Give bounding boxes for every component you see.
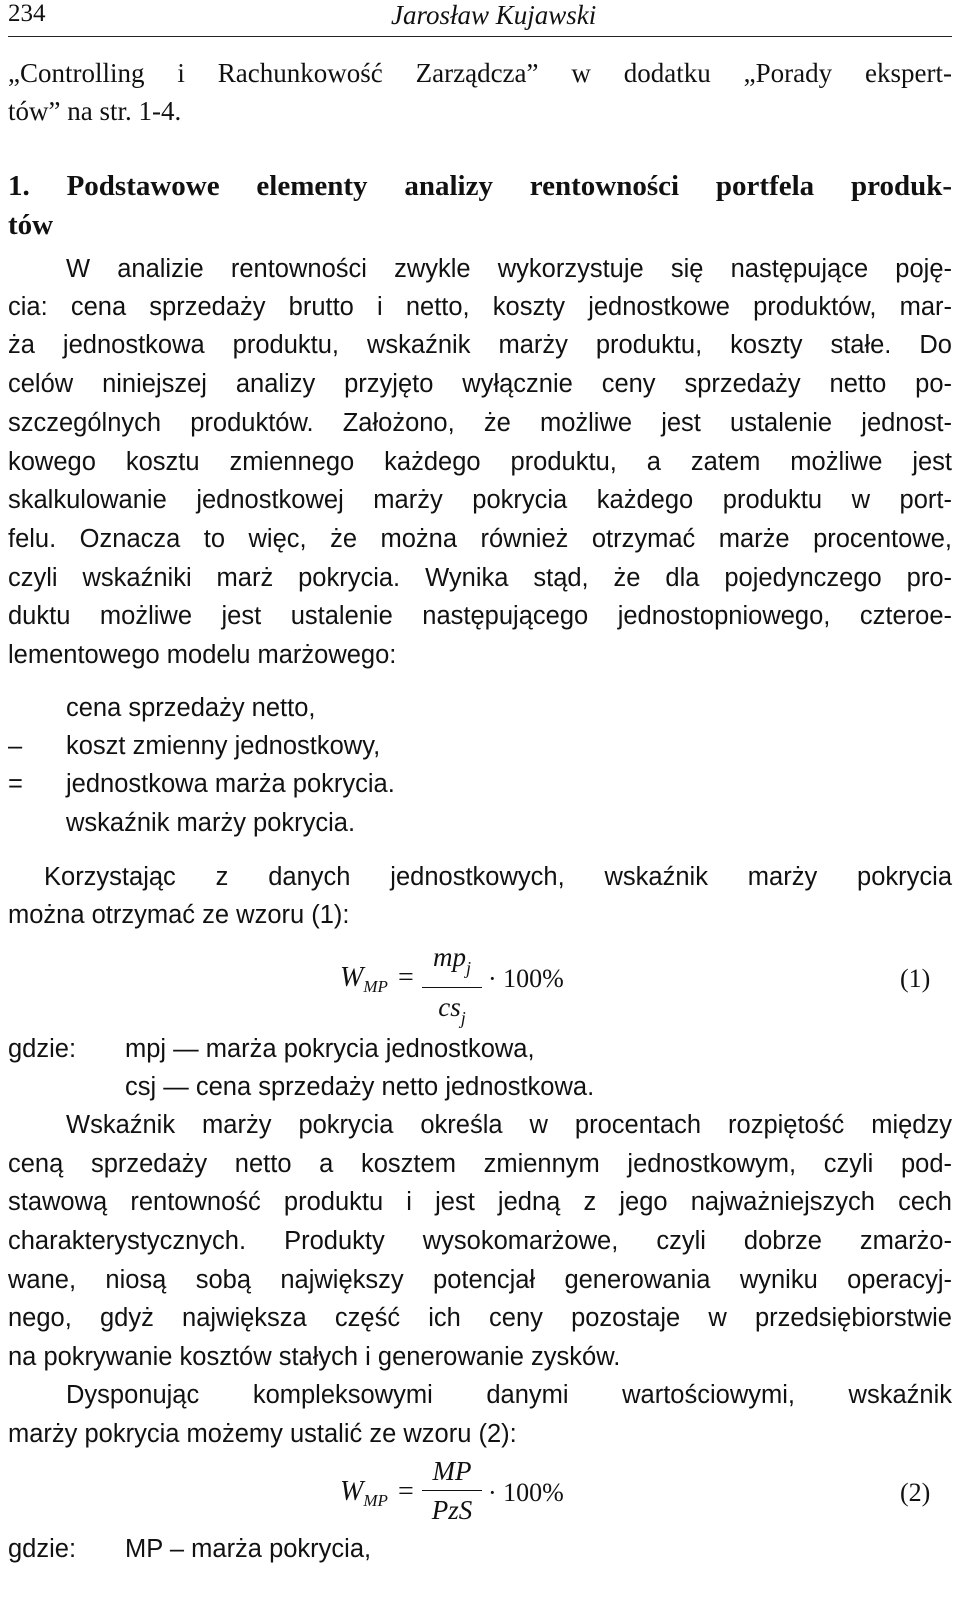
paragraph-3-line: ceną sprzedaży netto a kosztem zmiennym jednostkowym, czyli pod- [8,1150,952,1178]
formula-2-lhs: $W_{MP}$ [340,1476,388,1510]
intro-line: „Controlling i Rachunkowość Zarządcza” w dodatku „Porady ekspert- [8,58,952,88]
paragraph-3-line: stawową rentowność produktu i jest jedną z jego najważniejszych cech [8,1188,952,1216]
page-number: 234 [8,0,46,27]
section-heading-line: tów [8,209,54,241]
model-item [8,689,315,727]
paragraph-2-line: Korzystając z danych jednostkowych, wskaźnik marży pokrycia [44,863,952,891]
formula-1-equals: = [398,962,414,993]
paragraph-4-line: Dysponując kompleksowymi danymi wartościowymi, wskaźnik [66,1381,952,1409]
paragraph-3-line: charakterystycznych. Produkty wysokomarżowe, czyli dobrze zmarżo- [8,1227,952,1255]
where-item: mpj — marża pokrycia jednostkowa, [125,1035,535,1063]
formula-2 [0,1454,960,1534]
paragraph-3-line: nego, gdyż największa część ich ceny pozostaje w przedsiębiorstwie [8,1304,952,1332]
paragraph-2-line: można otrzymać ze wzoru (1): [8,901,350,929]
paragraph-1-line: czyli wskaźniki marż pokrycia. Wynika stąd, że dla pojedynczego pro- [8,564,952,592]
formula-2-fraction-bar [422,1490,482,1491]
where-label: gdzie: [8,1535,77,1563]
model-item [8,765,395,803]
formula-1-fraction [422,940,482,1035]
formula-2-denominator: PzS [431,1495,473,1525]
formula-1 [0,940,960,1028]
paragraph-1-line: felu. Oznacza to więc, że można również otrzymać marże procentowe, [8,525,952,553]
where-label: gdzie: [8,1035,77,1063]
paragraph-1-line: W analizie rentowności zwykle wykorzystuje się następujące poję- [66,255,952,283]
section-heading-line: 1. Podstawowe elementy analizy rentowności portfela produk- [8,170,952,202]
formula-2-equals: = [398,1476,414,1507]
where-item: csj — cena sprzedaży netto jednostkowa. [125,1073,595,1101]
paragraph-4-line: marży pokrycia możemy ustalić ze wzoru (2): [8,1420,517,1448]
paragraph-1-line: ża jednostkowa produktu, wskaźnik marży produktu, koszty stałe. Do [8,331,952,359]
formula-1-fraction-bar [422,987,482,988]
formula-1-lhs: $W_{MP}$ [340,962,388,996]
paragraph-1-line: duktu możliwe jest ustalenie następującego jednostopniowego, czteroe- [8,602,952,630]
paragraph-1-line: lementowego modelu marżowego: [8,641,397,669]
model-text: jednostkowa marża pokrycia. [66,770,395,798]
model-operator: = [8,770,23,798]
formula-2-fraction [422,1454,482,1527]
running-header [8,0,952,37]
model-text: cena sprzedaży netto, [66,694,316,722]
model-item [8,804,355,842]
paragraph-1-line: cia: cena sprzedaży brutto i netto, koszty jednostkowe produktów, mar- [8,293,952,321]
formula-1-number: (1) [900,964,931,993]
model-text: wskaźnik marży pokrycia. [66,809,356,837]
paragraph-3-line: wane, niosą sobą największy potencjał generowania wyniku operacyj- [8,1266,952,1294]
formula-2-number: (2) [900,1478,931,1507]
paragraph-1-line: skalkulowanie jednostkowej marży pokrycia każdego produktu w port- [8,486,952,514]
model-text: koszt zmienny jednostkowy, [66,732,381,760]
formula-1-multiplier: · 100% [488,964,564,993]
where-item: MP – marża pokrycia, [125,1535,372,1563]
model-item [8,727,380,765]
paragraph-1-line: kowego kosztu zmiennego każdego produktu, a zatem możliwe jest [8,448,952,476]
paragraph-1-line: celów niniejszej analizy przyjęto wyłącznie ceny sprzedaży netto po- [8,370,952,398]
formula-1-numerator: $mp_j$ [432,942,471,978]
paragraph-3-line: na pokrywanie kosztów stałych i generowanie zysków. [8,1343,621,1371]
formula-1-denominator: $cs_j$ [438,992,466,1028]
intro-line: tów” na str. 1-4. [8,96,182,126]
model-operator: – [8,732,23,760]
formula-2-numerator: MP [432,1456,472,1486]
running-author: Jarosław Kujawski [391,0,597,30]
paragraph-3-line: Wskaźnik marży pokrycia określa w procentach rozpiętość między [66,1111,952,1139]
paragraph-1-line: szczególnych produktów. Założono, że możliwe jest ustalenie jednost- [8,409,952,437]
formula-2-multiplier: · 100% [488,1478,564,1507]
